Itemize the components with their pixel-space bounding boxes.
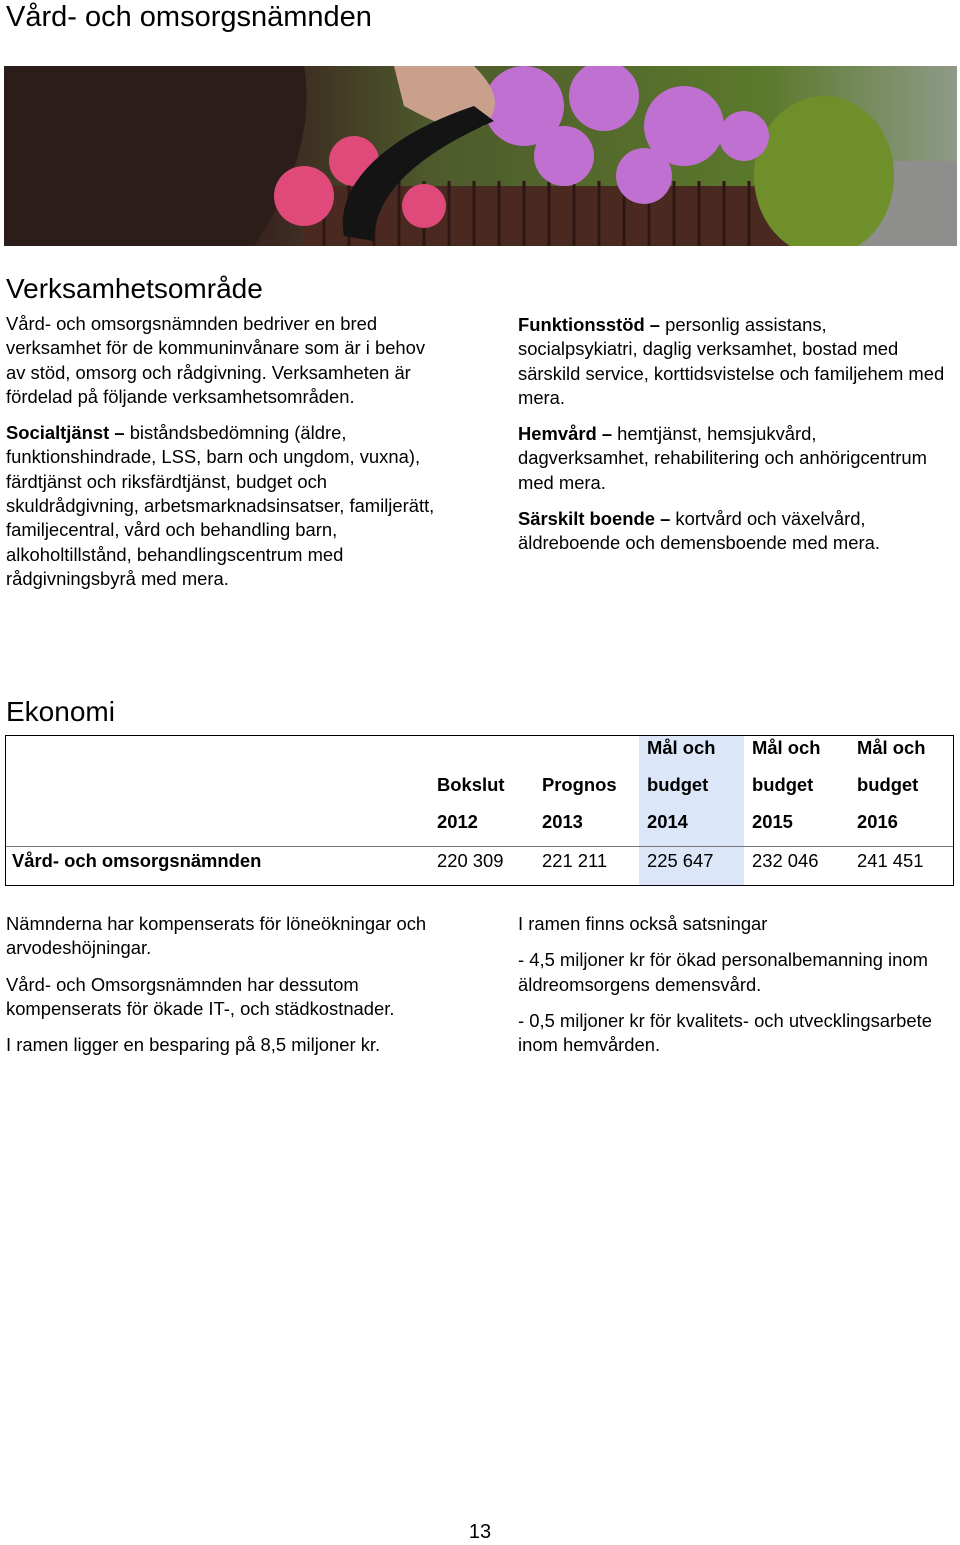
col-header-line2: budget [857, 774, 919, 795]
area-funktionsstod [518, 313, 948, 410]
note-paragraph: - 4,5 miljoner kr för ökad personalbemanning inom äldreomsorgens demensvård. [518, 949, 928, 995]
area-text: hemtjänst, hemsjukvård, dagverksamhet, rehabilitering och anhörigcentrum med mera. [518, 423, 927, 493]
verksamhet-left-column [6, 312, 456, 591]
col-header-line2: Bokslut [437, 774, 505, 795]
area-dash: – [109, 422, 130, 444]
page-number: 13 [468, 1521, 492, 1543]
area-term: Funktionsstöd [518, 314, 645, 335]
col-header-line2: budget [752, 774, 814, 795]
col-header-year: 2012 [437, 811, 478, 832]
page-title: Vård- och omsorgsnämnden [6, 1, 372, 33]
note-paragraph: Vård- och Omsorgsnämnden har dessutom kompenserats för ökade IT-, och städkostnader. [6, 973, 395, 1019]
area-term: Särskilt boende [518, 508, 655, 530]
value-2015: 232 046 [752, 850, 819, 871]
notes-right [518, 912, 948, 1057]
col-header-line1: Mål och [752, 737, 821, 758]
col-header-line1: Mål och [647, 737, 716, 758]
area-text: kortvård och växelvård, äldreboende och demensboende med mera. [518, 508, 880, 554]
value-2012: 220 309 [437, 850, 504, 871]
note-paragraph: - 0,5 miljoner kr för kvalitets- och utvecklingsarbete inom hemvården. [518, 1009, 932, 1056]
verksamhet-right-column [518, 313, 948, 556]
verksamhet-heading: Verksamhetsområde [6, 273, 263, 304]
note-paragraph: I ramen ligger en besparing på 8,5 miljoner kr. [6, 1034, 381, 1056]
row-label: Vård- och omsorgsnämnden [12, 850, 262, 871]
hero-photo [4, 66, 957, 246]
col-header-year: 2013 [542, 811, 583, 832]
area-dash: – [644, 314, 666, 335]
area-dash: – [654, 508, 676, 530]
area-sarskilt-boende [518, 507, 948, 556]
row-divider [6, 846, 953, 847]
area-text: biståndsbedömning (äldre, funktionshindrade, LSS, barn och ungdom, vuxna), färdtjänst och riksfärdtjänst, budget och skuldrådgivning, arbetsmarknadsinsatser, familjerätt, familjecentral, vård och behandling barn, alkoholtillstånd, behandlingscentrum med rådgivningsbyrå med mera. [6, 422, 435, 589]
verksamhet-intro: Vård- och omsorgsnämnden bedriver en bred verksamhet för de kommuninvånare som är i behov av stöd, omsorg och rådgivning. Verksamheten är fördelad på följande verksamhetsområden. [6, 313, 426, 407]
economy-table [5, 735, 954, 886]
area-socialtjanst [6, 421, 456, 591]
note-paragraph: Nämnderna har kompenserats för löneökningar och arvodeshöjningar. [6, 913, 427, 959]
col-header-line2: budget [647, 774, 709, 795]
value-2016: 241 451 [857, 850, 924, 871]
area-dash: – [596, 423, 618, 445]
col-header-year: 2016 [857, 811, 898, 832]
area-text: personlig assistans, socialpsykiatri, daglig verksamhet, bostad med särskild service, korttidsvistelse och familjehem med mera. [518, 314, 945, 408]
col-header-line1: Mål och [857, 737, 926, 758]
area-term: Hemvård [518, 423, 597, 445]
value-2013: 221 211 [542, 850, 608, 871]
ekonomi-heading: Ekonomi [6, 696, 115, 727]
col-header-line2: Prognos [542, 774, 617, 795]
value-2014: 225 647 [647, 850, 714, 871]
note-paragraph: I ramen finns också satsningar [518, 913, 768, 934]
col-header-year: 2014 [647, 811, 688, 832]
col-header-year: 2015 [752, 811, 793, 832]
area-term: Socialtjänst [6, 422, 110, 444]
notes-left [6, 912, 436, 1057]
area-hemvard [518, 422, 948, 495]
